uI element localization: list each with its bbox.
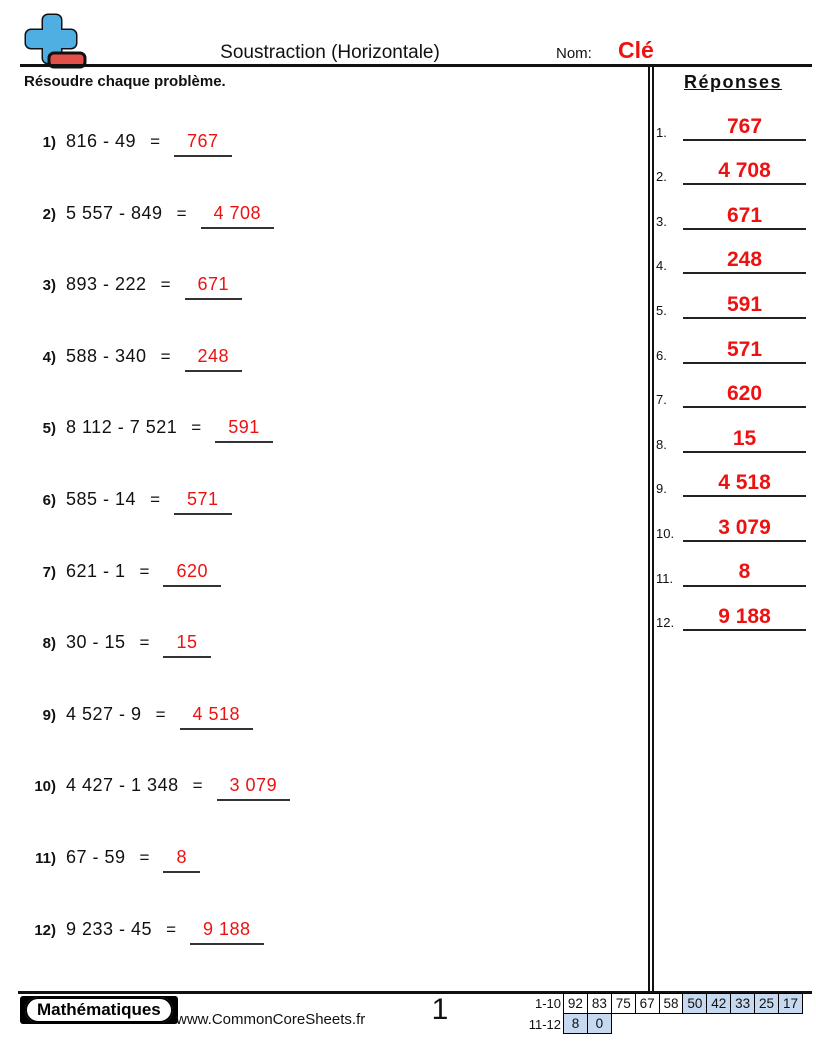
score-table-row [527, 993, 803, 1014]
answer-key-number: 3. [656, 213, 667, 229]
problem-expression: 816 - 49 [66, 131, 137, 151]
answer-key-number: 2. [656, 169, 667, 185]
answer-key-row [656, 497, 806, 542]
problem-number: 4) [42, 348, 56, 366]
answer-key-row [656, 542, 806, 587]
problem-expression: 893 - 222 [66, 274, 147, 295]
equals-sign: = [160, 275, 171, 295]
page-title: Soustraction (Horizontale) [220, 42, 440, 63]
answer-key-value: 671 [683, 205, 806, 230]
answer-blank: 571 [174, 489, 232, 515]
problem-row [30, 775, 590, 847]
problem-expression: 9 233 - 45 [66, 918, 153, 939]
problem-expression: 4 527 - 9 [66, 703, 142, 724]
answer-key-value: 4 708 [683, 160, 806, 185]
answer-key-value: 4 518 [683, 472, 806, 497]
equals-sign: = [155, 704, 166, 724]
problem-expression: 621 - 1 [66, 560, 126, 581]
answer-key-row [656, 185, 806, 230]
answer-key-value: 248 [683, 249, 806, 274]
score-cell: 92 [563, 993, 588, 1014]
header-divider-line [20, 64, 812, 67]
score-cell: 25 [754, 993, 779, 1014]
score-table [527, 993, 803, 1035]
answer-key-number: 6. [656, 347, 667, 363]
answer-blank: 671 [185, 274, 243, 300]
score-cell: 50 [682, 993, 707, 1014]
page-number: 1 [431, 993, 449, 1026]
problem-row [30, 131, 590, 203]
answer-key-row [656, 141, 806, 186]
problem-number: 12) [34, 921, 56, 939]
equals-sign: = [166, 919, 176, 939]
score-cell: 42 [706, 993, 731, 1014]
equals-sign: = [192, 776, 203, 796]
answer-blank: 591 [215, 417, 273, 443]
problem-number: 2) [42, 205, 56, 223]
score-cell: 75 [611, 993, 636, 1014]
problem-expression: 67 - 59 [66, 846, 126, 867]
score-row-label: 1-10 [534, 996, 561, 1011]
answers-column-divider [648, 66, 654, 993]
answer-key-row [656, 274, 806, 319]
answer-key-number: 4. [656, 258, 667, 274]
answer-blank: 4 708 [201, 203, 275, 229]
problem-number: 1) [42, 134, 56, 151]
score-cell: 58 [659, 993, 684, 1014]
problem-number: 11) [35, 849, 56, 867]
problem-number: 7) [42, 563, 56, 581]
answer-blank: 248 [185, 346, 243, 372]
score-cell: 83 [587, 993, 612, 1014]
problem-row [30, 203, 590, 275]
score-cell: 8 [563, 1013, 588, 1034]
answer-blank: 15 [163, 632, 210, 658]
problem-number: 6) [42, 491, 56, 509]
answer-key-row [656, 319, 806, 364]
answer-key-row [656, 96, 806, 141]
answer-key-number: 12. [656, 615, 675, 631]
answer-key-number: 11. [656, 570, 674, 586]
equals-sign: = [150, 489, 160, 509]
answer-key-number: 7. [656, 392, 667, 408]
answer-key-row [656, 408, 806, 453]
equals-sign: = [139, 847, 150, 867]
answer-key-number: 5. [656, 302, 667, 318]
answer-key-number: 10. [656, 525, 675, 541]
answer-key-value: 8 [683, 561, 806, 586]
problem-row [30, 847, 590, 919]
answer-blank: 3 079 [217, 775, 291, 801]
problem-number: 3) [42, 277, 56, 295]
answer-blank: 767 [174, 131, 232, 157]
name-value: Clé [618, 37, 654, 63]
problem-row [30, 274, 590, 346]
problems-list [30, 131, 590, 990]
problem-expression: 588 - 340 [66, 345, 147, 366]
problem-expression: 4 427 - 1 348 [66, 775, 179, 796]
answer-blank: 620 [163, 561, 221, 587]
answer-key-value: 571 [683, 339, 806, 364]
answers-column-header: Réponses [683, 72, 783, 92]
problem-row [30, 346, 590, 418]
equals-sign: = [150, 132, 160, 151]
problem-row [30, 632, 590, 704]
equals-sign: = [139, 633, 150, 653]
name-label: Nom: [556, 45, 592, 62]
answer-key-value: 3 079 [683, 517, 806, 542]
answer-key-number: 9. [656, 481, 667, 497]
answer-blank: 4 518 [180, 704, 254, 730]
score-row-label: 11-12 [528, 1017, 561, 1032]
answer-key-list [656, 96, 806, 631]
equals-sign: = [176, 203, 187, 223]
instruction-text: Résoudre chaque problème. [24, 73, 226, 90]
website-url: www.CommonCoreSheets.fr [176, 1011, 366, 1028]
problem-expression: 8 112 - 7 521 [66, 417, 178, 438]
answer-blank: 8 [163, 847, 200, 873]
answer-key-value: 620 [683, 383, 806, 408]
score-cell: 17 [778, 993, 803, 1014]
score-cell: 67 [635, 993, 660, 1014]
problem-row [30, 919, 590, 991]
score-cell: 33 [730, 993, 755, 1014]
problem-row [30, 704, 590, 776]
score-table-row [527, 1014, 803, 1035]
equals-sign: = [139, 561, 150, 581]
problem-row [30, 417, 590, 489]
answer-key-number: 1. [656, 124, 667, 140]
answer-key-value: 591 [683, 294, 806, 319]
subject-label: Mathématiques [25, 997, 173, 1023]
answer-key-row [656, 230, 806, 275]
equals-sign: = [191, 418, 202, 438]
subject-badge [20, 996, 178, 1024]
answer-key-number: 8. [656, 436, 667, 452]
problem-row [30, 561, 590, 633]
problem-number: 9) [42, 706, 56, 724]
problem-number: 5) [42, 420, 56, 438]
score-cell: 0 [587, 1013, 612, 1034]
problem-number: 8) [42, 635, 56, 653]
answer-key-value: 9 188 [683, 606, 806, 631]
answer-key-row [656, 587, 806, 632]
problem-number: 10) [34, 778, 56, 796]
problem-expression: 5 557 - 849 [66, 202, 163, 223]
answer-key-value: 767 [683, 116, 806, 141]
answer-key-row [656, 453, 806, 498]
answer-key-value: 15 [683, 428, 806, 453]
problem-row [30, 489, 590, 561]
equals-sign: = [160, 346, 171, 366]
answer-blank: 9 188 [190, 919, 264, 945]
problem-expression: 30 - 15 [66, 632, 126, 653]
problem-expression: 585 - 14 [66, 488, 137, 509]
answer-key-row [656, 364, 806, 409]
